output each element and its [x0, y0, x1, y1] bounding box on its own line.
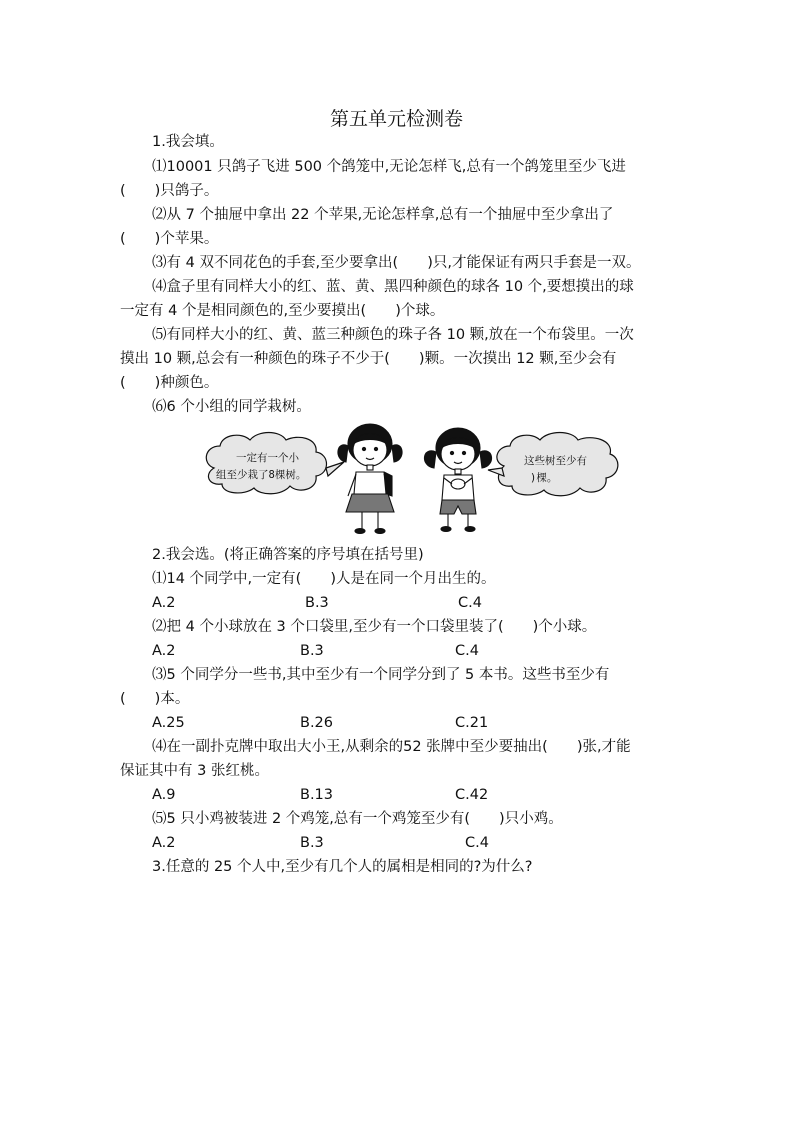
- right-bubble-line1: 这些树至少有: [524, 455, 587, 467]
- left-speech-bubble: [206, 433, 344, 494]
- s2-q1-option-b: B.3: [305, 595, 329, 611]
- s2-q3-line1: ⑶5 个同学分一些书,其中至少有一个同学分到了 5 本书。这些书至少有: [152, 667, 610, 683]
- s2-q2-option-b: B.3: [300, 643, 324, 659]
- left-bubble-line2: 组至少栽了8棵树。: [216, 469, 307, 481]
- s2-q3-option-b: B.26: [300, 715, 334, 731]
- s1-q5-line3: ( )种颜色。: [120, 375, 219, 391]
- s2-q4-option-c: C.42: [455, 787, 489, 803]
- s1-q3-line1: ⑶有 4 双不同花色的手套,至少要拿出( )只,才能保证有两只手套是一双。: [152, 255, 641, 271]
- s2-q1-line1: ⑴14 个同学中,一定有( )人是在同一个月出生的。: [152, 571, 496, 587]
- left-bubble-line1: 一定有一个小: [236, 452, 299, 464]
- s1-q4-line2: 一定有 4 个是相同颜色的,至少要摸出( )个球。: [120, 303, 445, 319]
- s1-q2-line2: ( )个苹果。: [120, 231, 219, 247]
- s2-q5-option-c: C.4: [465, 835, 489, 851]
- girls-speech-illustration: [200, 418, 620, 536]
- s1-q5-line2: 摸出 10 颗,总会有一种颜色的珠子不少于( )颗。一次摸出 12 颗,至少会有: [120, 351, 617, 367]
- s2-q4-line2: 保证其中有 3 张红桃。: [120, 763, 269, 779]
- s1-q1-line1: ⑴10001 只鸽子飞进 500 个鸽笼中,无论怎样飞,总有一个鸽笼里至少飞进: [152, 159, 626, 175]
- s2-q3-line2: ( )本。: [120, 691, 190, 707]
- page-title: 第五单元检测卷: [329, 108, 463, 130]
- s2-q5-option-b: B.3: [300, 835, 324, 851]
- right-bubble-line2: )棵。: [530, 472, 558, 484]
- right-speech-bubble: [488, 433, 618, 496]
- s2-q4-option-a: A.9: [152, 787, 176, 803]
- s1-q6-line1: ⑹6 个小组的同学栽树。: [152, 399, 311, 415]
- s2-q2-option-a: A.2: [152, 643, 176, 659]
- section3-heading: 3.任意的 25 个人中,至少有几个人的属相是相同的?为什么?: [152, 859, 533, 875]
- s2-q1-option-c: C.4: [458, 595, 482, 611]
- s2-q3-option-c: C.21: [455, 715, 489, 731]
- s2-q3-option-a: A.25: [152, 715, 185, 731]
- s2-q2-option-c: C.4: [455, 643, 479, 659]
- s2-q2-line1: ⑵把 4 个小球放在 3 个口袋里,至少有一个口袋里装了( )个小球。: [152, 619, 597, 635]
- s1-q2-line1: ⑵从 7 个抽屉中拿出 22 个苹果,无论怎样拿,总有一个抽屉中至少拿出了: [152, 207, 614, 223]
- s2-q5-option-a: A.2: [152, 835, 176, 851]
- s1-q4-line1: ⑷盒子里有同样大小的红、蓝、黄、黑四种颜色的球各 10 个,要想摸出的球: [152, 279, 634, 295]
- s1-q5-line1: ⑸有同样大小的红、黄、蓝三种颜色的珠子各 10 颗,放在一个布袋里。一次: [152, 327, 634, 343]
- s2-q1-option-a: A.2: [152, 595, 176, 611]
- section1-heading: 1.我会填。: [152, 134, 224, 150]
- s2-q4-line1: ⑷在一副扑克牌中取出大小王,从剩余的52 张牌中至少要抽出( )张,才能: [152, 739, 631, 755]
- s2-q4-option-b: B.13: [300, 787, 334, 803]
- right-girl-figure: [424, 428, 491, 532]
- section2-heading: 2.我会选。(将正确答案的序号填在括号里): [152, 547, 424, 563]
- s1-q1-line2: ( )只鸽子。: [120, 183, 219, 199]
- left-girl-figure: [338, 424, 402, 534]
- s2-q5-line1: ⑸5 只小鸡被装进 2 个鸡笼,总有一个鸡笼至少有( )只小鸡。: [152, 811, 563, 827]
